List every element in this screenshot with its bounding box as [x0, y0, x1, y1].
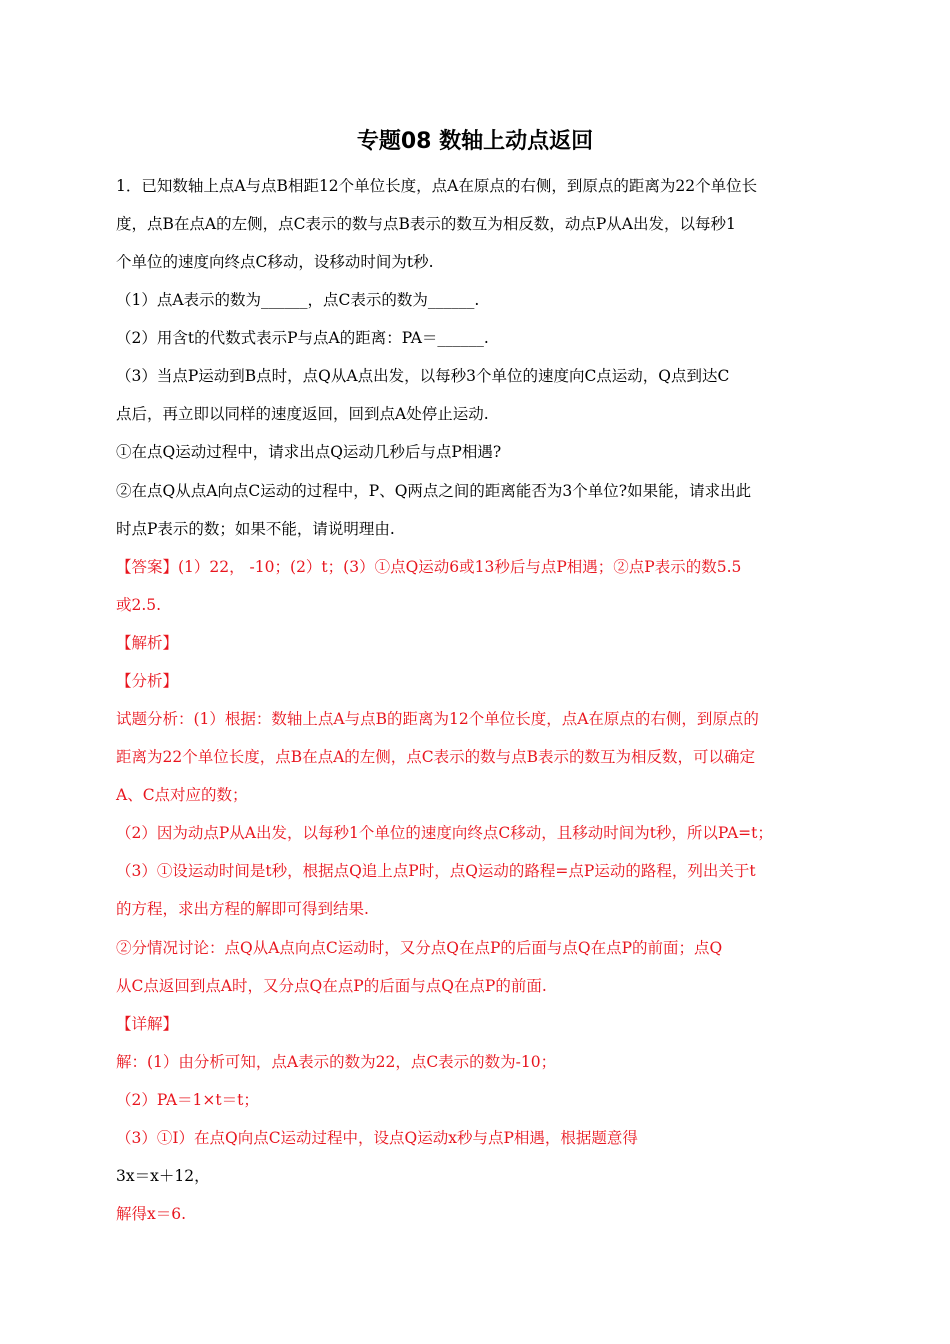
- text-line: 【答案】(1）22， -10；(2）t；(3）①点Q运动6或13秒后与点P相遇；②点P表示的数5.5: [116, 558, 742, 576]
- text-line: （2）用含t的代数式表示P与点A的距离：PA＝______.: [116, 329, 489, 347]
- text-line: （3）①设运动时间是t秒，根据点Q追上点P时，点Q运动的路程=点P运动的路程，列出关于t: [116, 862, 756, 880]
- text-line: 的方程，求出方程的解即可得到结果.: [116, 900, 369, 918]
- text-line: ②分情况讨论：点Q从A点向点C运动时，又分点Q在点P的后面与点Q在点P的前面；点Q: [116, 939, 723, 957]
- text-line: 试题分析：(1）根据：数轴上点A与点B的距离为12个单位长度，点A在原点的右侧，到原点的: [116, 710, 759, 728]
- text-line: （3）①Ⅰ）在点Q向点C运动过程中，设点Q运动x秒与点P相遇，根据题意得: [116, 1129, 638, 1147]
- text-line: 度，点B在点A的左侧，点C表示的数与点B表示的数互为相反数，动点P从A出发，以每秒1: [116, 215, 736, 233]
- text-line: （1）点A表示的数为______，点C表示的数为______.: [116, 291, 480, 309]
- text-line: （2）PA＝1×t＝t；: [116, 1091, 259, 1109]
- text-line: 解：(1）由分析可知，点A表示的数为22，点C表示的数为-10；: [116, 1053, 557, 1071]
- text-line: 或2.5.: [116, 596, 162, 614]
- text-line: 1．已知数轴上点A与点B相距12个单位长度，点A在原点的右侧，到原点的距离为22个单位长: [116, 177, 758, 195]
- text-line: 3x＝x＋12，: [116, 1167, 210, 1185]
- text-line: （3）当点P运动到B点时，点Q从A点出发，以每秒3个单位的速度向C点运动，Q点到达C: [116, 367, 730, 385]
- text-line: 从C点返回到点A时，又分点Q在点P的后面与点Q在点P的前面.: [116, 977, 547, 995]
- text-line: 【详解】: [116, 1015, 179, 1033]
- text-line: ①在点Q运动过程中，请求出点Q运动几秒后与点P相遇?: [116, 443, 502, 461]
- text-line: 【解析】: [116, 634, 179, 652]
- text-line: 【分析】: [116, 672, 179, 690]
- text-line: 点后，再立即以同样的速度返回，回到点A处停止运动.: [116, 405, 489, 423]
- text-line: 距离为22个单位长度，点B在点A的左侧，点C表示的数与点B表示的数互为相反数，可以确定: [116, 748, 756, 766]
- text-line: A、C点对应的数；: [116, 786, 248, 804]
- text-line: 时点P表示的数；如果不能，请说明理由.: [116, 520, 395, 538]
- text-line: （2）因为动点P从A出发，以每秒1个单位的速度向终点C移动，且移动时间为t秒，所以PA=t；: [116, 824, 773, 842]
- text-line: 解得x＝6.: [116, 1205, 187, 1223]
- text-line: 个单位的速度向终点C移动，设移动时间为t秒.: [116, 253, 434, 271]
- page-title: 专题08 数轴上动点返回: [356, 129, 594, 154]
- text-line: ②在点Q从点A向点C运动的过程中，P、Q两点之间的距离能否为3个单位?如果能，请求出此: [116, 482, 752, 500]
